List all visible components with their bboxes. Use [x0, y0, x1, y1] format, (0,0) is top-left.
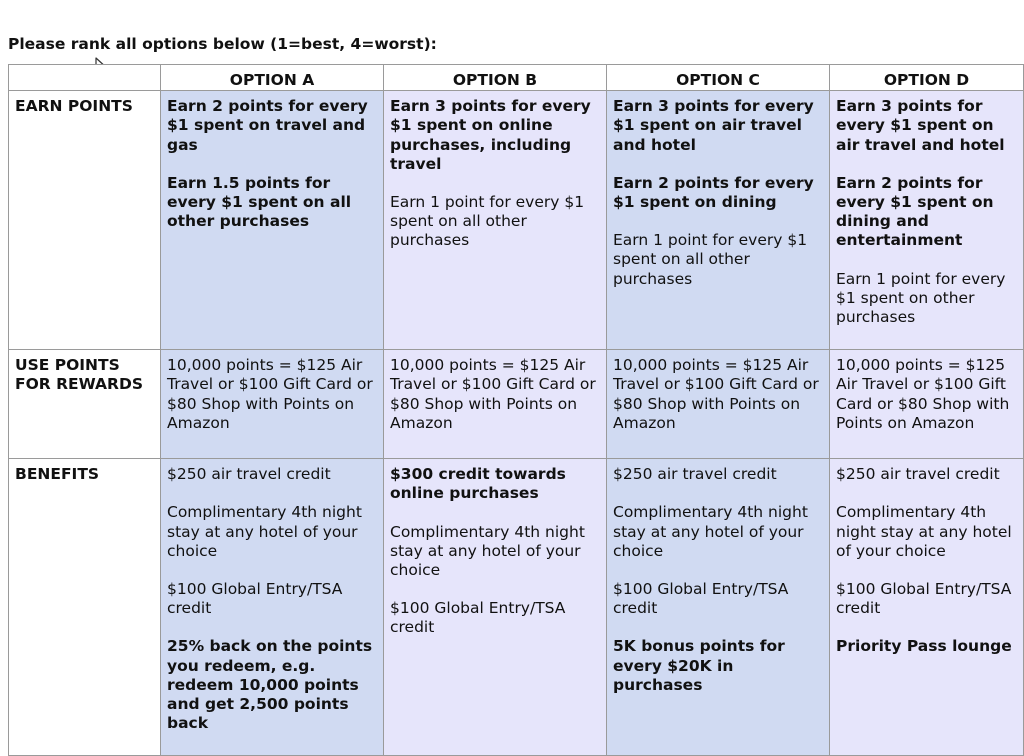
cell-paragraph: $250 air travel credit	[836, 465, 1000, 484]
table-row-earn-points	[9, 91, 1024, 350]
cell-benefits-option-c	[607, 459, 830, 756]
table-row-use-points-for-rewards	[9, 350, 1024, 459]
column-header-option-c: OPTION C	[607, 65, 830, 91]
cell-paragraph: Complimentary 4th night stay at any hotel of your choice	[613, 503, 808, 560]
cell-paragraph: 10,000 points = $125 Air Travel or $100 Gift Card or $80 Shop with Points on Amazon	[390, 356, 596, 432]
cell-paragraph: 5K bonus points for every $20K in purchases	[613, 637, 785, 694]
row-label-use-points-for-rewards: USE POINTS FOR REWARDS	[9, 350, 161, 459]
cell-paragraph: $250 air travel credit	[613, 465, 777, 484]
cell-earn-points-option-c	[607, 91, 830, 350]
cell-paragraph: Earn 2 points for every $1 spent on dining and entertainment	[836, 173, 994, 250]
row-label-benefits: BENEFITS	[9, 459, 161, 756]
question-prompt: Please rank all options below (1=best, 4=worst):	[8, 35, 437, 53]
cell-use-points-for-rewards-option-d	[830, 350, 1024, 459]
cell-earn-points-option-a	[161, 91, 384, 350]
cell-benefits-option-b	[384, 459, 607, 756]
cell-paragraph: Earn 3 points for every $1 spent on air travel and hotel	[613, 97, 814, 154]
column-header-option-a: OPTION A	[161, 65, 384, 91]
cell-paragraph: Earn 1 point for every $1 spent on all other purchases	[613, 231, 808, 288]
table-corner-cell	[9, 65, 161, 91]
cell-paragraph: Complimentary 4th night stay at any hotel of your choice	[390, 522, 585, 580]
column-header-option-d: OPTION D	[830, 65, 1024, 91]
cell-benefits-option-a	[161, 459, 384, 756]
cell-paragraph: Earn 1 point for every $1 spent on all other purchases	[390, 193, 585, 250]
cell-paragraph: Complimentary 4th night stay at any hotel of your choice	[836, 503, 1012, 560]
cell-benefits-option-d	[830, 459, 1024, 756]
cell-use-points-for-rewards-option-c	[607, 350, 830, 459]
cell-paragraph: 10,000 points = $125 Air Travel or $100 Gift Card or $80 Shop with Points on Amazon	[836, 356, 1010, 432]
cell-paragraph: Earn 3 points for every $1 spent on online purchases, including travel	[390, 97, 591, 173]
cell-paragraph: Earn 1.5 points for every $1 spent on all other purchases	[167, 173, 352, 231]
cell-paragraph: Earn 1 point for every $1 spent on other purchases	[836, 269, 1006, 327]
cell-use-points-for-rewards-option-a	[161, 350, 384, 459]
cell-paragraph: Earn 2 points for every $1 spent on travel and gas	[167, 97, 368, 154]
cell-paragraph: $100 Global Entry/TSA credit	[836, 580, 1012, 618]
cell-earn-points-option-d	[830, 91, 1024, 350]
cell-paragraph: Priority Pass lounge	[836, 637, 1012, 656]
cell-paragraph: $300 credit towards online purchases	[390, 465, 566, 503]
cell-paragraph: Earn 2 points for every $1 spent on dining	[613, 173, 814, 212]
cell-paragraph: 10,000 points = $125 Air Travel or $100 Gift Card or $80 Shop with Points on Amazon	[613, 356, 819, 432]
cell-paragraph: $100 Global Entry/TSA credit	[390, 599, 566, 637]
cell-paragraph: 25% back on the points you redeem, e.g. redeem 10,000 points and get 2,500 points back	[167, 637, 373, 733]
cell-paragraph: $250 air travel credit	[167, 465, 331, 484]
row-label-earn-points: EARN POINTS	[9, 91, 161, 350]
cell-paragraph: $100 Global Entry/TSA credit	[167, 580, 343, 618]
cell-paragraph: Complimentary 4th night stay at any hotel of your choice	[167, 503, 362, 560]
cell-earn-points-option-b	[384, 91, 607, 350]
cell-paragraph: 10,000 points = $125 Air Travel or $100 Gift Card or $80 Shop with Points on Amazon	[167, 356, 373, 432]
column-header-option-b: OPTION B	[384, 65, 607, 91]
cell-paragraph: $100 Global Entry/TSA credit	[613, 580, 789, 618]
options-comparison-table	[8, 64, 1024, 756]
cell-use-points-for-rewards-option-b	[384, 350, 607, 459]
table-row-benefits	[9, 459, 1024, 756]
cell-paragraph: Earn 3 points for every $1 spent on air travel and hotel	[836, 97, 1005, 154]
